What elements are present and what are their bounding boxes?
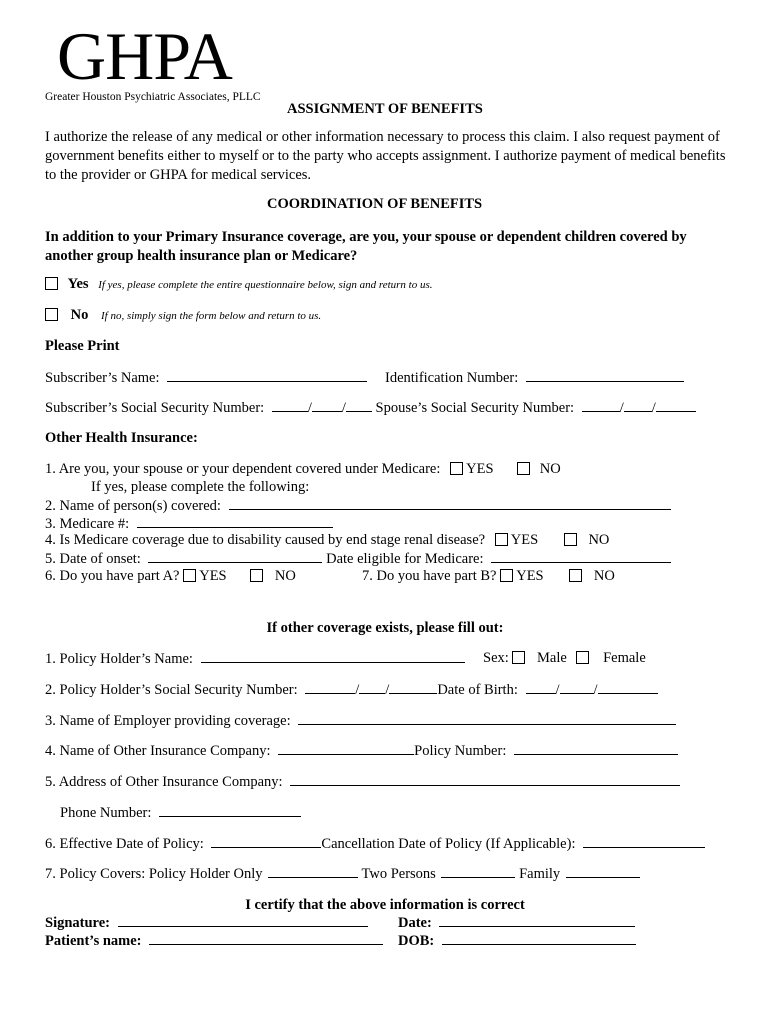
identification-field[interactable] [526,369,684,382]
policy-holder-name-field[interactable] [201,650,465,663]
q6-no-checkbox[interactable] [250,569,263,582]
q7-row [362,568,615,585]
logo: GHPA [57,18,232,94]
policy-ssn-row: 2. Policy Holder’s Social Security Number: / / Date of Birth: / / [45,681,658,699]
dob-field[interactable] [442,932,636,945]
q4-label: 4. Is Medicare coverage due to disability caused by end stage renal disease? [45,532,486,548]
policy-number-field[interactable] [514,742,678,755]
q5b-field[interactable] [491,550,671,563]
phone-row [60,804,301,822]
no-checkbox[interactable] [45,308,58,321]
two-persons-field[interactable] [441,865,515,878]
dob-row [398,932,636,950]
q2-row [45,497,671,515]
q5-field[interactable] [148,550,322,563]
effective-date-label: 6. Effective Date of Policy: [45,836,204,852]
patient-name-row [45,932,383,950]
spouse-ssn-part3[interactable] [656,399,696,412]
policy-ssn-label: 2. Policy Holder’s Social Security Number: [45,682,298,698]
insurance-company-row [45,742,678,760]
subscriber-name-row [45,369,367,387]
policy-dob-day[interactable] [560,681,594,694]
ssn-row: Subscriber’s Social Security Number: / / Spouse’s Social Security Number: / / [45,399,696,417]
q4-row [45,532,609,549]
spouse-ssn-part1[interactable] [582,399,620,412]
signature-row [45,914,368,932]
q3-row [45,515,333,533]
effective-date-row [45,835,705,853]
employer-field[interactable] [298,712,676,725]
two-persons-label: Two Persons [361,866,436,882]
assignment-title: ASSIGNMENT OF BENEFITS [287,101,483,117]
q2-label: 2. Name of person(s) covered: [45,498,221,514]
logo-subtitle: Greater Houston Psychiatric Associates, PLLC [45,91,261,103]
yes-checkbox[interactable] [45,277,58,290]
q1-yes-checkbox[interactable] [450,462,463,475]
effective-date-field[interactable] [211,835,321,848]
policy-ssn-part3[interactable] [389,681,437,694]
family-field[interactable] [566,865,640,878]
policy-number-label: Policy Number: [414,743,507,759]
insurance-address-label: 5. Address of Other Insurance Company: [45,774,283,790]
policy-holder-only-field[interactable] [268,865,358,878]
coordination-title: COORDINATION OF BENEFITS [267,196,483,212]
q1-no-label: NO [539,461,561,477]
insurance-address-row [45,773,680,791]
cancellation-label: Cancellation Date of Policy (If Applicable): [321,836,576,852]
q4-no-label: NO [588,532,610,548]
male-checkbox[interactable] [512,651,525,664]
q3-label: 3. Medicare #: [45,516,130,532]
yes-note: If yes, please complete the entire questionnaire below, sign and return to us. [98,279,433,291]
no-note: If no, simply sign the form below and return to us. [100,310,322,322]
other-health-heading: Other Health Insurance: [45,430,198,446]
policy-dob-month[interactable] [526,681,556,694]
signature-label: Signature: [45,915,110,931]
spouse-ssn-part2[interactable] [624,399,652,412]
spouse-ssn-label: Spouse’s Social Security Number: [375,400,575,416]
identification-row [385,369,684,387]
q1-no-checkbox[interactable] [517,462,530,475]
please-print-heading: Please Print [45,338,120,354]
date-row [398,914,635,932]
q5b-label: Date eligible for Medicare: [326,551,484,567]
phone-label: Phone Number: [60,805,152,821]
female-label: Female [603,650,646,666]
q7-label: 7. Do you have part B? [362,568,497,584]
policy-covers-label: 7. Policy Covers: Policy Holder Only [45,866,263,882]
insurance-company-field[interactable] [278,742,414,755]
subscriber-ssn-label: Subscriber’s Social Security Number: [45,400,265,416]
q6-label: 6. Do you have part A? [45,568,180,584]
q7-no-label: NO [593,568,615,584]
date-label: Date: [398,915,432,931]
q1-row [45,461,561,478]
q7-yes-label: YES [516,568,544,584]
q1-yes-label: YES [466,461,494,477]
coordination-question: In addition to your Primary Insurance coverage, are you, your spouse or dependent children covered by another group health insurance plan or Medicare? [45,229,687,264]
family-label: Family [519,866,561,882]
policy-covers-row [45,865,640,883]
q5-label: 5. Date of onset: [45,551,141,567]
phone-field[interactable] [159,804,301,817]
no-option [45,307,321,324]
q4-yes-checkbox[interactable] [495,533,508,546]
no-label: No [70,307,89,323]
identification-label: Identification Number: [385,370,519,386]
q1-sub: If yes, please complete the following: [91,479,310,495]
insurance-address-field[interactable] [290,773,680,786]
patient-name-label: Patient’s name: [45,933,142,949]
subscriber-name-label: Subscriber’s Name: [45,370,160,386]
q4-yes-label: YES [510,532,539,548]
subscriber-ssn-part3[interactable] [346,399,372,412]
policy-dob-year[interactable] [598,681,658,694]
signature-field[interactable] [118,914,368,927]
policy-holder-name-label: 1. Policy Holder’s Name: [45,651,193,667]
q1-label: 1. Are you, your spouse or your dependent covered under Medicare: [45,461,441,477]
q2-field[interactable] [229,497,671,510]
employer-row [45,712,676,730]
q3-field[interactable] [137,515,333,528]
patient-name-field[interactable] [149,932,383,945]
other-coverage-heading: If other coverage exists, please fill out: [266,620,504,636]
male-label: Male [537,650,567,666]
employer-label: 3. Name of Employer providing coverage: [45,713,291,729]
date-field[interactable] [439,914,635,927]
subscriber-ssn-part1[interactable] [272,399,308,412]
yes-label: Yes [67,276,89,292]
sex-label: Sex: [483,650,509,666]
yes-option [45,276,433,293]
cancellation-field[interactable] [583,835,705,848]
insurance-company-label: 4. Name of Other Insurance Company: [45,743,271,759]
q6-no-label: NO [274,568,296,584]
dob-label: DOB: [398,933,435,949]
assignment-body: I authorize the release of any medical or other information necessary to process this claim. I also request payment of government benefits either to myself or to the party who accepts assignment. I authorize payment of medical benefits to the provider or GHPA for medical services. [45,129,726,183]
subscriber-name-field[interactable] [167,369,367,382]
female-checkbox[interactable] [576,651,589,664]
policy-ssn-part2[interactable] [359,681,385,694]
policy-holder-name-row [45,650,465,668]
q6-yes-checkbox[interactable] [183,569,196,582]
certify-statement: I certify that the above information is correct [245,897,525,913]
policy-dob-label: Date of Birth: [437,682,518,698]
policy-ssn-part1[interactable] [305,681,355,694]
sex-row [483,650,646,667]
q6-row [45,568,296,585]
q7-yes-checkbox[interactable] [500,569,513,582]
q6-yes-label: YES [199,568,227,584]
q7-no-checkbox[interactable] [569,569,582,582]
q5-row [45,550,671,568]
subscriber-ssn-part2[interactable] [312,399,342,412]
q4-no-checkbox[interactable] [564,533,577,546]
